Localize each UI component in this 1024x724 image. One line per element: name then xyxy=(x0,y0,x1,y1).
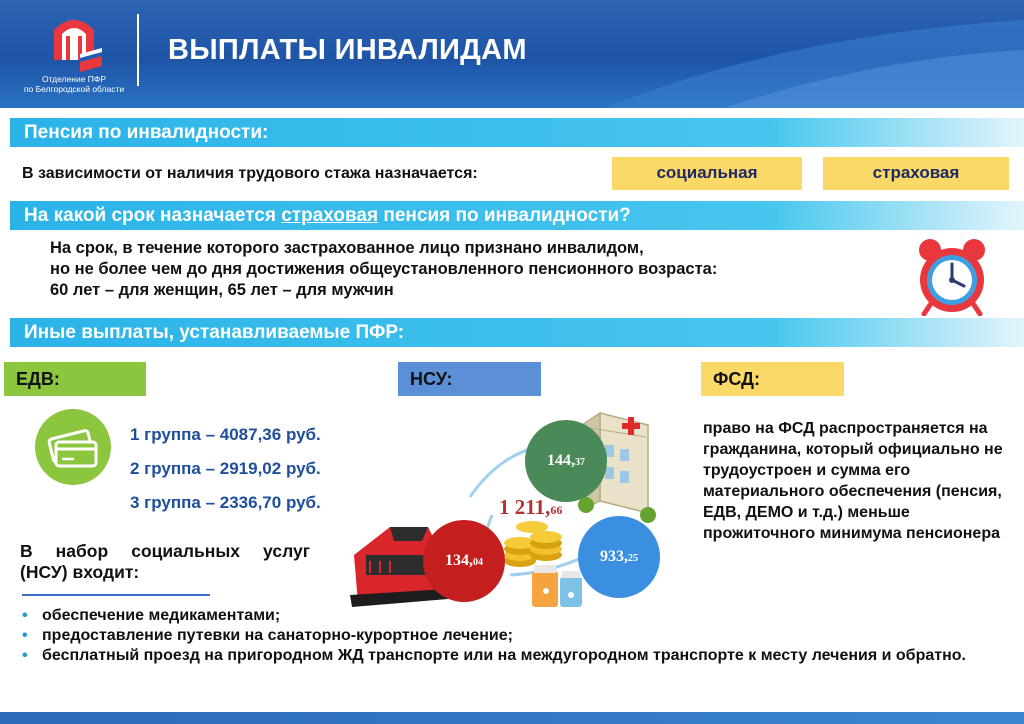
nsu-total-main: 1 211, xyxy=(499,495,551,519)
logo-caption-line1: Отделение ПФР xyxy=(41,74,107,84)
stage-text: В зависимости от наличия трудового стажа назначается: xyxy=(22,165,478,182)
edv-group-2: 2 группа – 2919,02 руб. xyxy=(130,459,321,478)
tag-fsd: ФСД: xyxy=(701,362,844,396)
option-social: социальная xyxy=(612,157,802,190)
logo-caption-line2: по Белгородской области xyxy=(23,84,125,94)
fsd-description: право на ФСД распространяется на гражданина, который официально не трудоустроен и сумма его материального обеспечения (пенсия, ЕДВ, ДЕМО и т.д.) меньше прожиточного минимума пенсионера xyxy=(703,420,1003,542)
bullet-dot-icon: • xyxy=(22,607,28,624)
edv-groups xyxy=(130,425,321,527)
nsu-bubble-sanatorium xyxy=(578,516,660,598)
tag-nsu: НСУ: xyxy=(398,362,541,396)
nsu-bubble-travel xyxy=(423,520,505,602)
coins-icon xyxy=(504,521,562,567)
tag-edv: ЕДВ: xyxy=(4,362,146,396)
nsu-bubble-medicine xyxy=(525,420,607,502)
bullet-dot-icon: • xyxy=(22,647,28,664)
nsu-service-1: обеспечение медикаментами; xyxy=(42,607,281,624)
bubble-red-kop: 04 xyxy=(473,557,483,568)
page-header xyxy=(0,0,1024,108)
nsu-service-2: предоставление путевки на санаторно-курортное лечение; xyxy=(42,627,513,644)
nsu-total-kop: 66 xyxy=(550,503,563,517)
nsu-total xyxy=(499,495,562,520)
medicine-bottles-icon xyxy=(532,565,582,607)
credit-cards-icon xyxy=(34,408,112,486)
edv-group-3: 3 группа – 2336,70 руб. xyxy=(130,493,321,512)
section-bar-pension: Пенсия по инвалидности: xyxy=(10,118,1024,147)
page-title: ВЫПЛАТЫ ИНВАЛИДАМ xyxy=(168,34,527,66)
term-heading-underlined: страховая xyxy=(281,205,379,226)
list-item xyxy=(22,646,1012,666)
alarm-clock-icon xyxy=(914,236,990,316)
header-divider xyxy=(137,14,139,86)
term-text xyxy=(50,238,717,301)
edv-group-1: 1 группа – 4087,36 руб. xyxy=(130,425,321,444)
term-line-2: но не более чем до дня достижения общеустановленного пенсионного возраста: xyxy=(50,260,718,278)
section-bar-other: Иные выплаты, устанавливаемые ПФР: xyxy=(10,318,1024,347)
option-insurance: страховая xyxy=(823,157,1009,190)
bullet-dot-icon: • xyxy=(22,627,28,644)
logo-caption xyxy=(18,74,130,94)
bubble-green-main: 144, xyxy=(547,452,575,469)
footer-strip xyxy=(0,712,1024,724)
list-item xyxy=(22,626,1012,646)
bubble-blue-kop: 25 xyxy=(628,553,638,564)
nsu-services-list xyxy=(22,606,1012,666)
section-bar-term xyxy=(10,201,1024,230)
term-heading-before: На какой срок назначается xyxy=(24,205,282,226)
nsu-service-3: бесплатный проезд на пригородном ЖД транспорте или на междугородном транспорте к месту лечения и обратно. xyxy=(42,647,966,664)
pfr-logo-icon xyxy=(18,8,130,72)
header-decoration xyxy=(464,0,1024,108)
bubble-green-kop: 37 xyxy=(575,457,585,468)
nsu-underline xyxy=(22,594,210,596)
nsu-intro-line1: В набор социальных услуг xyxy=(20,541,310,561)
term-heading-after: пенсия по инвалидности? xyxy=(378,205,631,226)
bubble-red-main: 134, xyxy=(445,552,473,569)
term-line-3: 60 лет – для женщин, 65 лет – для мужчин xyxy=(50,281,394,299)
list-item xyxy=(22,606,1012,626)
nsu-intro-line2: (НСУ) входит: xyxy=(20,562,140,582)
bubble-blue-main: 933, xyxy=(600,548,628,565)
term-line-1: На срок, в течение которого застрахованное лицо признано инвалидом, xyxy=(50,239,644,257)
pfr-logo xyxy=(18,8,130,98)
